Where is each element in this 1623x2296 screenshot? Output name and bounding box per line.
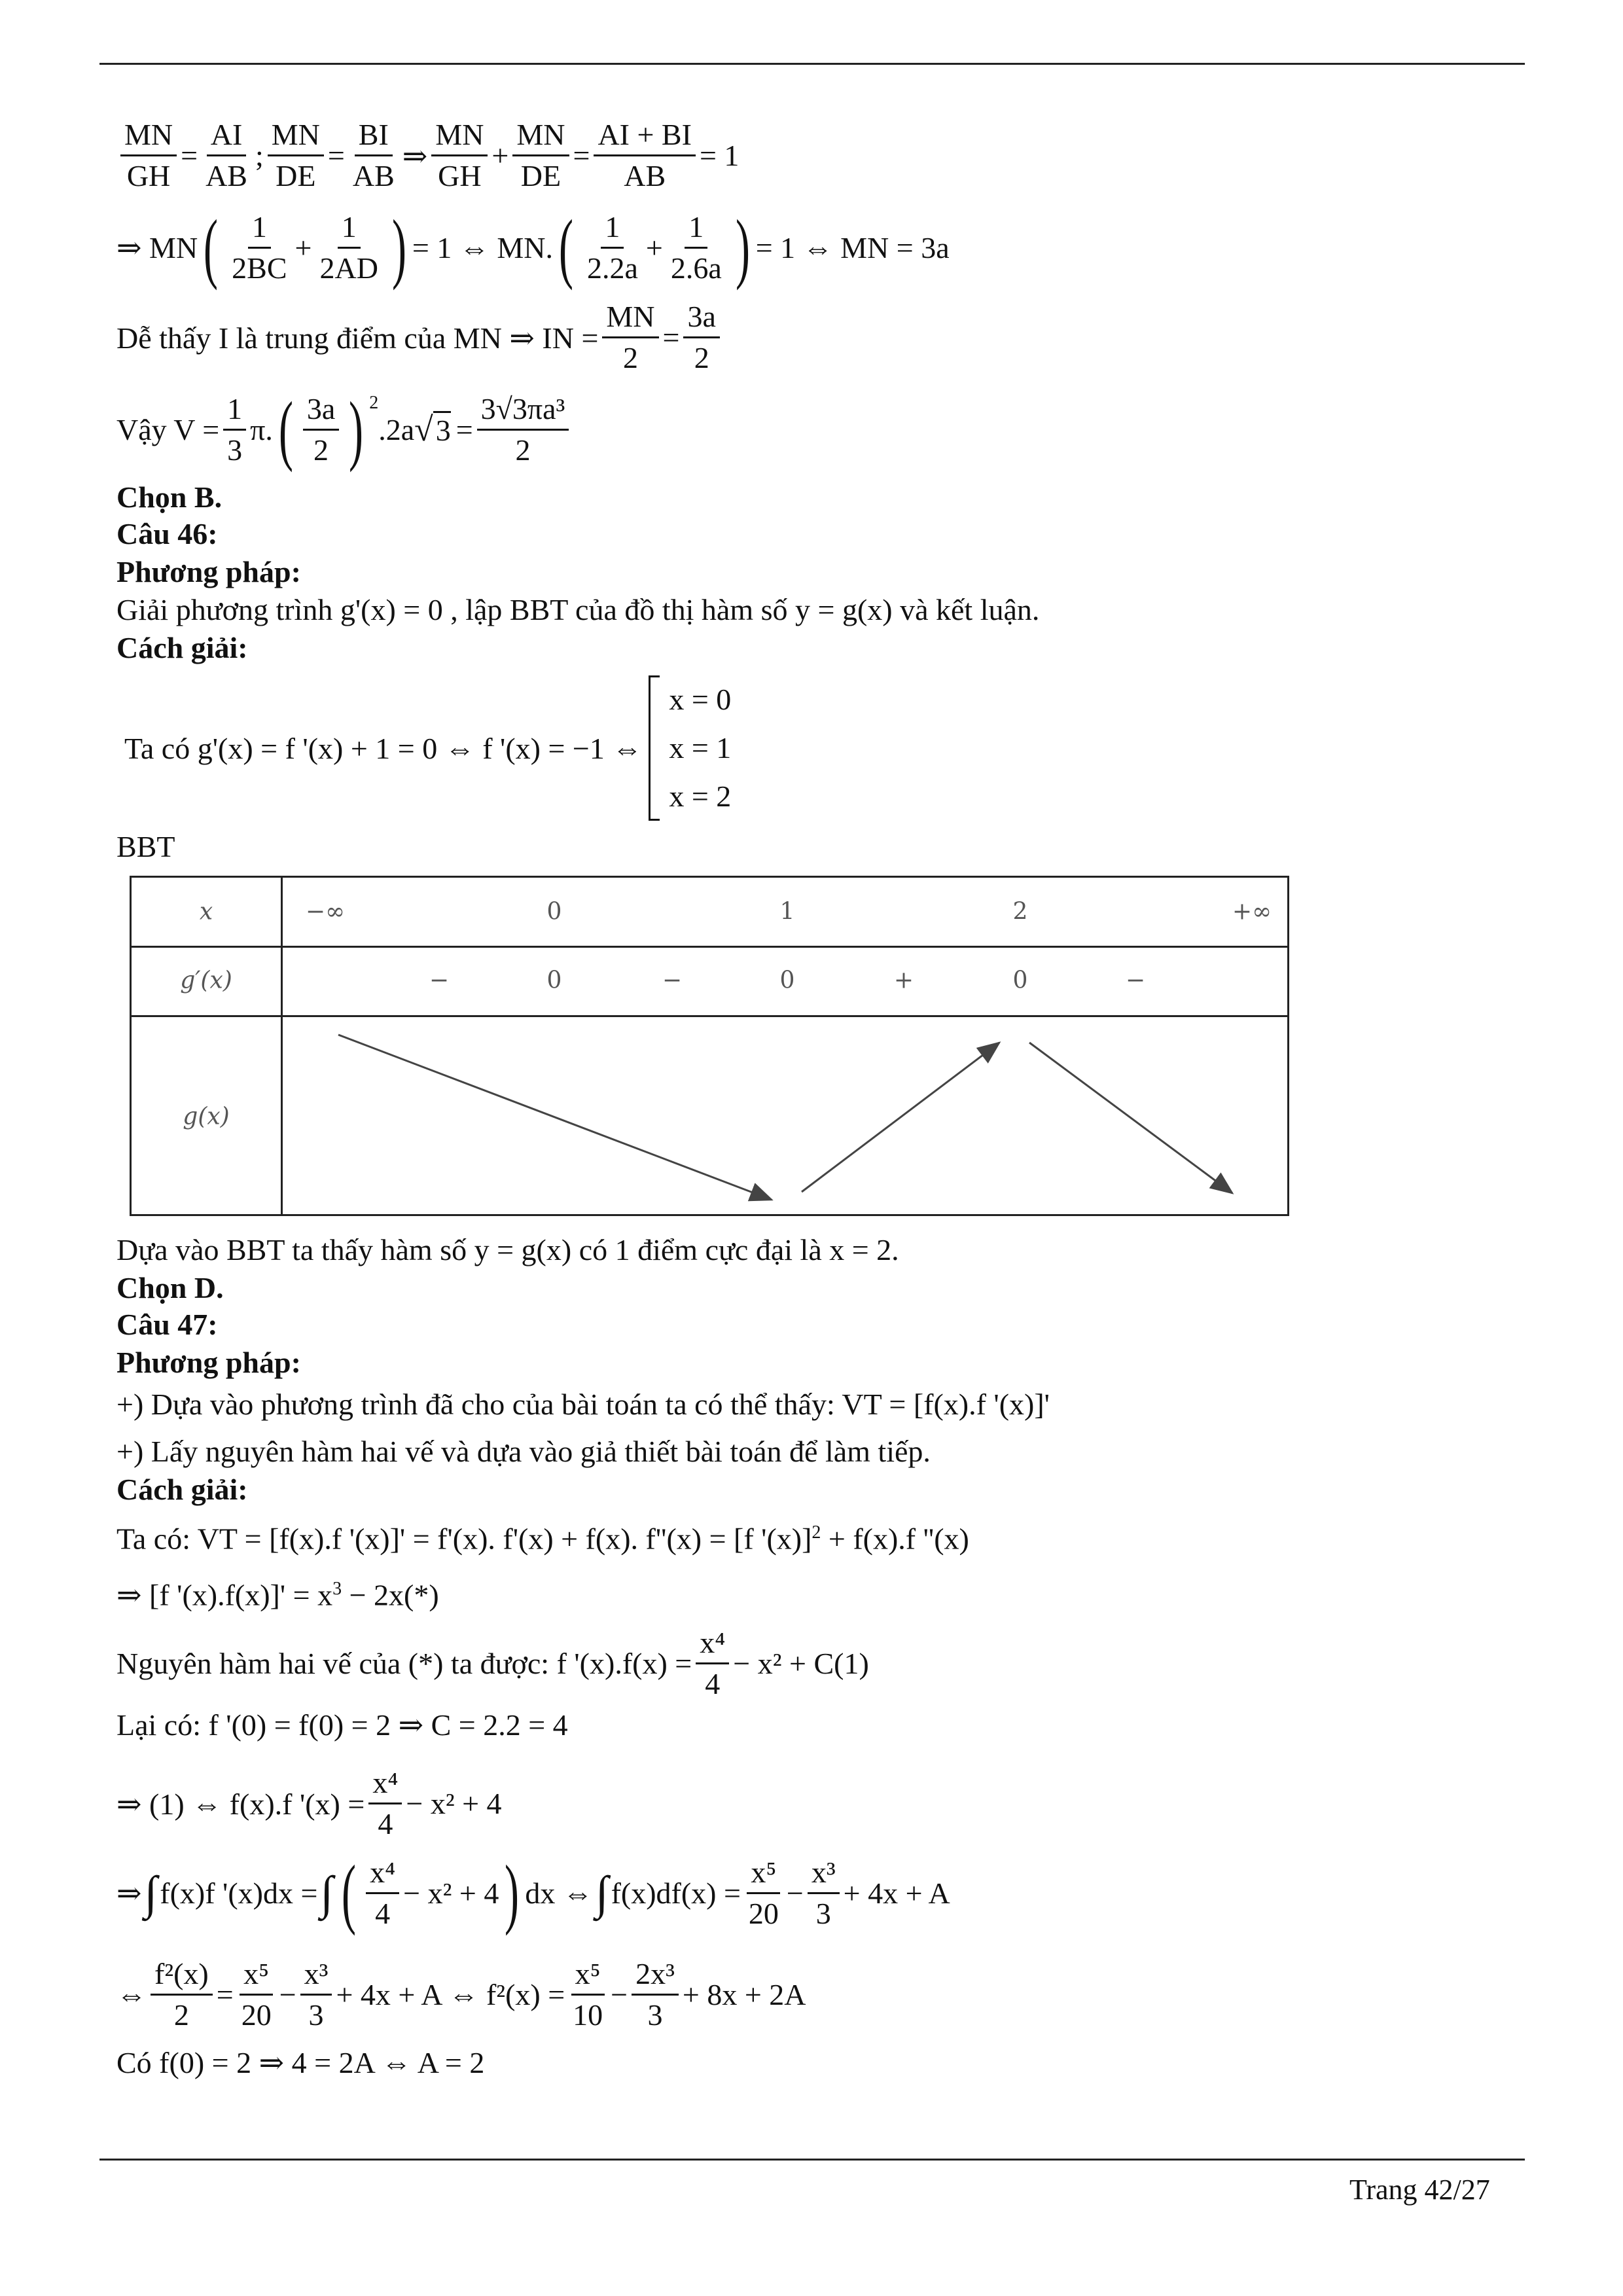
q46-method-label: Phương pháp: [116, 555, 301, 588]
q47-method-label: Phương pháp: [116, 1346, 301, 1379]
q47-step-5: ⇒ (1) ⇔ f(x).f '(x) = $\frac{\text{x⁴}}{4}$ − x² + 4 [116, 1766, 502, 1840]
q47-solution-label: Cách giải: [116, 1473, 248, 1506]
q47-step-6: ⇒ ∫ f(x)f '(x)dx = ∫ ( $\frac{\text{x⁴}}{4}$ − x² + 4 ) dx ⇔ ∫ f(x)df(x) = $\frac{\text{x⁵}}{20}$ − $\frac{\text{x³}}{3}$ + 4x + A [116, 1849, 950, 1936]
x-value: 0 [546, 898, 562, 925]
q46-answer: Chọn D. [116, 1271, 224, 1304]
q47-method-2: +) Lấy nguyên hàm hai vế và dựa vào giả thiết bài toán để làm tiếp. [116, 1435, 931, 1468]
q47-step-8: Có f(0) = 2 ⇒ 4 = 2A ⇔ A = 2 [116, 2046, 485, 2079]
x-value: +∞ [1232, 898, 1272, 925]
bbt-label: BBT [116, 830, 175, 863]
root: x = 2 [669, 780, 732, 813]
equation-mn-value: ⇒ MN ( $\frac{1}{2BC}$ + $\frac{1}{2AD}$ ) = 1 ⇔ MN. ( $\frac{1}{2.2a}$ + $\frac{1}{2.6a}$ ) = 1 ⇔ MN = 3a [116, 204, 950, 291]
equation-volume: Vậy V = $\frac{1}{3}$ π. ( $\frac{3a}{2}$ ) $^2$ .2a √ 3 = $\frac{\text{3√3πa³}}{2}$ [116, 390, 573, 469]
row-label-function: g(x) [183, 1103, 230, 1130]
q47-step-7: ⇔ $\frac{\text{f²(x)}}{2}$ = $\frac{\text{x⁵}}{20}$ − $\frac{\text{x³}}{3}$ + 4x + A ⇔ f²(x) = $\frac{\text{x⁵}}{10}$ − $\frac{\text{2x³}}{3}$ + 8x + 2A [116, 1957, 806, 2032]
root: x = 1 [669, 731, 732, 764]
sign: + [893, 967, 914, 994]
decreasing-arrow [1029, 1043, 1232, 1193]
x-value: 2 [1012, 898, 1028, 925]
q47-step-1: Ta có: VT = [f(x).f '(x)]' = f'(x). f'(x) + f(x). f''(x) = [f '(x)]$^2$ + f(x).f ''(x) [116, 1522, 969, 1556]
q47-method-1: +) Dựa vào phương trình đã cho của bài toán ta có thể thấy: VT = [f(x).f '(x)]' [116, 1388, 1050, 1421]
variation-arrows [132, 878, 1291, 1218]
row-label-derivative: g′(x) [180, 967, 232, 994]
x-value: 1 [779, 898, 795, 925]
roots-system [649, 675, 731, 821]
x-value: −∞ [305, 898, 346, 925]
variation-table [130, 876, 1289, 1216]
q46-title: Câu 46: [116, 517, 218, 550]
q46-method-text: Giải phương trình g'(x) = 0 , lập BBT của đồ thị hàm số y = g(x) và kết luận. [116, 593, 1040, 626]
sign: − [662, 967, 683, 994]
header-rule [99, 63, 1525, 65]
q46-solution-label: Cách giải: [116, 631, 248, 664]
q47-step-2: ⇒ [f '$(x).f(x)]' = x^3 - 2x(*)$ [116, 1578, 439, 1612]
q46-derivative-equation: Ta có g'(x) = f '(x) + 1 = 0 ⇔ f '(x) = −1 ⇔ x = 0 x = 1 x = 2 [124, 675, 731, 821]
q47-title: Câu 47: [116, 1308, 218, 1341]
footer-rule [99, 2159, 1525, 2161]
decreasing-arrow [338, 1035, 772, 1200]
q47-step-4: Lại có: f '(0) = f(0) = 2 ⇒ C = 2.2 = 4 [116, 1708, 568, 1742]
page-number: Trang 42/27 [1349, 2174, 1490, 2206]
sign: 0 [1012, 967, 1028, 994]
equation-in-value: Dễ thấy I là trung điểm của MN ⇒ IN = $\frac{MN}{2}$ = $\frac{3a}{2}$ [116, 298, 724, 376]
q45-answer: Chọn B. [116, 480, 223, 514]
row-label-x: x [199, 898, 213, 925]
q47-step-3: Nguyên hàm hai vế của (*) ta được: f '(x).f(x) = $\frac{\text{x⁴}}{4}$ − x² + C(1) [116, 1626, 869, 1700]
sign: − [1125, 967, 1146, 994]
equation-ratio-sum: $\frac{MN}{GH}$ = $\frac{AI}{AB}$ ; $\frac{MN}{DE}$ = $\frac{BI}{AB}$ ⇒ $\frac{MN}{GH}$ + $\frac{MN}{DE}$ = $\frac{AI + BI}{AB}$ = 1 [116, 117, 739, 194]
sign: − [429, 967, 450, 994]
sign: 0 [546, 967, 562, 994]
q46-conclusion: Dựa vào BBT ta thấy hàm số y = g(x) có 1 điểm cực đại là x = 2. [116, 1233, 899, 1266]
sign: 0 [779, 967, 795, 994]
increasing-arrow [802, 1043, 999, 1192]
root: x = 0 [669, 683, 732, 716]
